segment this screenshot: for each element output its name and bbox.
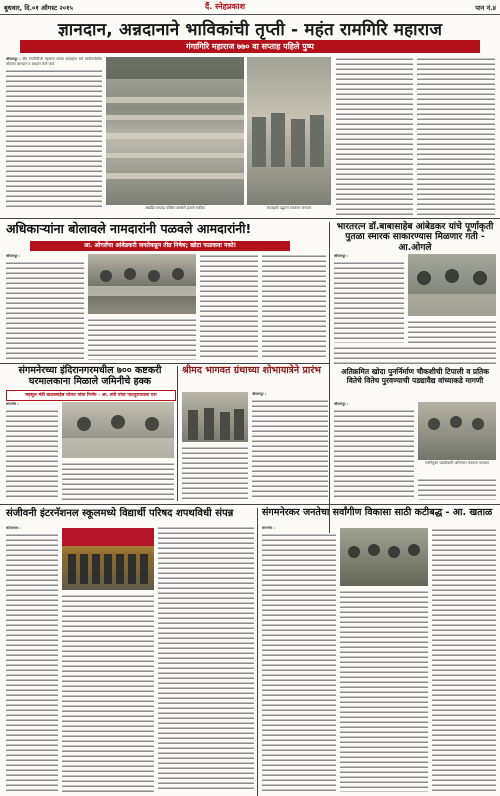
- section-divider-3: [0, 504, 500, 505]
- felicitation-photo-graphic: [418, 402, 496, 460]
- story2-dateline: श्रीरामपूर :: [6, 254, 21, 258]
- main-story-column-1: [6, 57, 102, 209]
- story3-column-2: [408, 320, 496, 344]
- story6-dateline: श्रीरामपूर :: [334, 402, 349, 406]
- story6-photo: [418, 402, 496, 460]
- story4-column-2: [62, 462, 174, 500]
- column-divider-3: [257, 508, 258, 796]
- ceremony-photo-graphic: [247, 57, 331, 205]
- main-photo-caption: अखंडित सप्ताह पंक्तित बसलेले हजारो भाविक: [144, 206, 206, 210]
- story4-subhead: महसूल मंत्री बाळासाहेब थोरात यांचा निर्णय - आ. तांबे यांचा पाठपुराव्याला यश: [6, 390, 176, 401]
- main-body-start: दीप गंगागिरीजी महाराज यांच्या सप्ताहात सर्व जातीधर्मातील लोकांना ज्ञानदान व अन्नदान केले जाते.: [6, 57, 102, 66]
- story5-headline: श्रीमद भागवत ग्रंथाच्या शोभायात्रेने प्रारंभ: [182, 365, 321, 376]
- page-number: पान नं.४: [475, 4, 496, 12]
- main-strap: गंगागिरि महाराज ७७० वा सप्ताह पहिले पुष्प: [20, 40, 480, 53]
- story4-headline: संगमनेरच्या इंदिरानगरमधील ७०० कष्टकरी घरमालकाना मिळाले जमिनीचे हक्क: [18, 365, 162, 387]
- story2-column-4: [262, 254, 326, 360]
- main-story-column-3: [336, 57, 413, 215]
- main-second-photo: [247, 57, 331, 205]
- story6-column-2: [418, 478, 496, 500]
- story8-dateline: संगमनेर :: [262, 526, 275, 530]
- main-dateline: श्रीरामपूर :: [6, 57, 21, 61]
- story8-photo: [340, 528, 428, 586]
- story8-column-2: [340, 590, 428, 792]
- story7-column-2: [62, 594, 154, 792]
- story5-dateline: श्रीरामपूर :: [252, 392, 267, 396]
- main-story-column-4: [417, 57, 495, 215]
- main-headline: ज्ञानदान, अन्नदानाने भाविकांची तृप्ती - महंत रामगिरि महाराज: [57, 20, 443, 40]
- paper-name: दैं. स्नेहप्रकाश: [205, 2, 246, 11]
- story2-column-2: [88, 318, 196, 360]
- story3-column-1: [334, 254, 404, 344]
- story5-column-2: [252, 392, 328, 500]
- meeting-photo-graphic: [88, 254, 196, 314]
- page-header: [0, 0, 500, 15]
- statue-meeting-photo-graphic: [408, 254, 496, 316]
- story3-headline: भारतरत्न डॉ.बाबासाहेब आंबेडकर यांचे पूर्णाकृती पुतळा स्मारक साकारण्यास मिळणार गती - आ.ओगले: [336, 222, 494, 253]
- school-stage-photo-graphic: [62, 528, 154, 590]
- story3-column-3: [334, 346, 496, 364]
- story4-dateline: संगमनेर :: [6, 402, 19, 406]
- story7-stage-photo: [62, 528, 154, 590]
- main-crowd-photo: [106, 57, 244, 205]
- story5-photo: [182, 392, 248, 442]
- story7-headline: संजीवनी इंटरनॅशनल स्कूलमध्ये विद्यार्थी परिषद शपथविधी संपन्न: [6, 508, 234, 519]
- story8-column-1: [262, 526, 336, 792]
- story2-column-1: [6, 254, 84, 360]
- story3-dateline: श्रीरामपूर :: [334, 254, 349, 258]
- issue-date: बुधवार, दि.०१ ऑगस्ट २०१५: [4, 4, 73, 12]
- story8-column-3: [432, 528, 496, 792]
- story8-headline: संगमनेरकर जनतेचा सर्वांगीण विकासा साठी कटीबद्ध - आ. खताळ: [262, 507, 493, 518]
- story7-column-3: [158, 526, 254, 792]
- story7-column-1: [6, 526, 58, 792]
- story2-meeting-photo: [88, 254, 196, 314]
- section-divider: [0, 218, 500, 219]
- officials-photo-graphic: [62, 402, 174, 458]
- story2-headline: अधिकाऱ्यांना बोलावले नामदारांनी पळवले आमदारांनी!: [6, 221, 252, 236]
- story4-photo: [62, 402, 174, 458]
- story2-column-3: [200, 254, 258, 360]
- second-photo-caption: सप्ताहाचे उद्घाटन करताना मान्यवर: [266, 206, 312, 210]
- section-divider-2: [0, 363, 329, 364]
- column-divider-2: [177, 366, 178, 501]
- rally-photo-graphic: [340, 528, 428, 586]
- story6-headline: अतिक्रमित खोदा पुनर्निर्माण चौकशीची टिपाली व प्रतिक वितेचे वितेच पुरवण्याची पडद्यावैद्य वांच्याकडे मागणी: [341, 367, 489, 385]
- procession-photo-graphic: [182, 392, 248, 442]
- story7-dateline: कोपरगाव :: [6, 526, 21, 530]
- story3-photo: [408, 254, 496, 316]
- story6-column-1: [334, 402, 414, 500]
- story6-photo-caption: नवनियुक्त पदाधिकारी अभिनंदन करताना मान्यवर: [425, 461, 489, 465]
- story2-subhead: आ. ओगलेंचा आंबेडकरी जनतेकडून तीव्र निषेध; खोटा फळकवा नको!: [30, 241, 290, 251]
- crowd-photo-graphic: [106, 57, 244, 205]
- story4-column-1: [6, 402, 58, 500]
- story5-column-1: [182, 446, 248, 500]
